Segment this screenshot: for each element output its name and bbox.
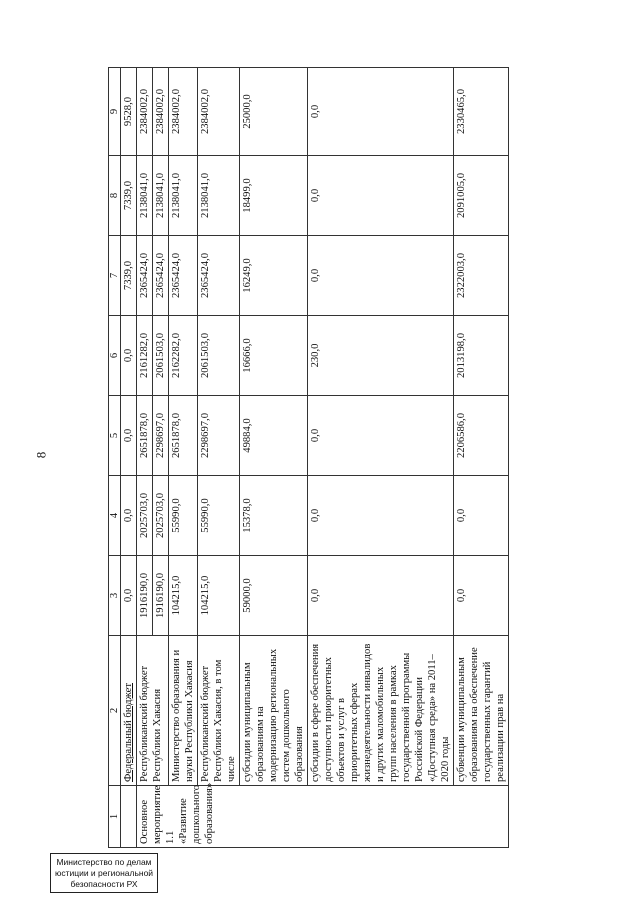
cell-value: 2322003,0 (454, 236, 509, 316)
row-label: Республиканский бюджет Республики Хакасия (137, 636, 169, 786)
cell-value: 2365424,0 (198, 236, 240, 316)
header-col-8: 8 (109, 156, 121, 236)
header-col-2: 2 (109, 636, 121, 786)
cell-value: 2651878,0 (137, 396, 153, 476)
header-col-9: 9 (109, 68, 121, 156)
cell-value: 2138041,0 (169, 156, 198, 236)
page-number: 8 (33, 451, 49, 459)
cell-value: 55990,0 (198, 476, 240, 556)
cell-value: 0,0 (121, 556, 137, 636)
cell-value: 2061503,0 (153, 316, 169, 396)
table-row (198, 68, 240, 848)
header-col-3: 3 (109, 556, 121, 636)
row-label: субсидии в сфере обеспечения доступности приоритетных объектов и услуг в приоритетных сферах жизнедеятельности инвалидов и других маломобильных групп населения в рамках государственной программы Российской Федерации «Доступная среда» на 2011–2020 годы (308, 636, 454, 786)
cell-value: 1916190,0 (137, 556, 153, 636)
cell-value: 2091005,0 (454, 156, 509, 236)
stamp-line: юстиции и региональной (54, 868, 154, 878)
cell-value: 59000,0 (240, 556, 308, 636)
cell-value: 2365424,0 (169, 236, 198, 316)
cell-value: 2025703,0 (137, 476, 153, 556)
row-label: Республиканский бюджет Республики Хакасия, в том числе (198, 636, 240, 786)
cell-value: 0,0 (308, 68, 454, 156)
section-cell: Основное мероприятие 1.1 «Развитие дошкольного образования» (137, 786, 509, 848)
cell-value: 0,0 (121, 476, 137, 556)
stamp-line: безопасности РХ (70, 879, 138, 889)
cell-value: 0,0 (454, 476, 509, 556)
cell-value: 2330465,0 (454, 68, 509, 156)
cell-value: 2061503,0 (198, 316, 240, 396)
cell-value: 0,0 (454, 556, 509, 636)
cell-value: 0,0 (308, 236, 454, 316)
cell-value: 2365424,0 (153, 236, 169, 316)
cell-value: 2384002,0 (198, 68, 240, 156)
cell-value: 2384002,0 (137, 68, 153, 156)
cell-value: 2162282,0 (169, 316, 198, 396)
cell-value: 2025703,0 (153, 476, 169, 556)
cell-value: 16249,0 (240, 236, 308, 316)
cell-value: 18499,0 (240, 156, 308, 236)
table-row (454, 68, 509, 848)
table-header-row (109, 68, 121, 848)
table-row (121, 68, 137, 848)
cell-value: 1916190,0 (153, 556, 169, 636)
table-row (169, 68, 198, 848)
cell-value: 2206586,0 (454, 396, 509, 476)
row-label: Министерство образования и науки Республики Хакасия (169, 636, 198, 786)
cell-value: 0,0 (121, 396, 137, 476)
cell-value: 15378,0 (240, 476, 308, 556)
cell-value: 7339,0 (121, 156, 137, 236)
budget-table (108, 67, 509, 848)
cell-value: 49884,0 (240, 396, 308, 476)
table-row (137, 68, 153, 848)
cell-value: 230,0 (308, 316, 454, 396)
header-col-1: 1 (109, 786, 121, 848)
budget-table-rotated (108, 68, 530, 848)
cell-value: 2365424,0 (137, 236, 153, 316)
row-label: субсидии муниципальным образованиям на модернизацию региональных систем дошкольного образования (240, 636, 308, 786)
cell-value: 2161282,0 (137, 316, 153, 396)
cell-value: 2013198,0 (454, 316, 509, 396)
cell-value: 2298697,0 (153, 396, 169, 476)
cell-value: 0,0 (308, 396, 454, 476)
header-col-6: 6 (109, 316, 121, 396)
registration-stamp (50, 853, 158, 893)
cell-value: 2138041,0 (137, 156, 153, 236)
cell-value: 2651878,0 (169, 396, 198, 476)
cell-value: 0,0 (308, 556, 454, 636)
cell-value: 0,0 (308, 476, 454, 556)
section-cell-empty (121, 786, 137, 848)
cell-value: 2384002,0 (169, 68, 198, 156)
table-row (240, 68, 308, 848)
header-col-4: 4 (109, 476, 121, 556)
header-col-5: 5 (109, 396, 121, 476)
stamp-line: Министерство по делам (56, 857, 152, 867)
cell-value: 25000,0 (240, 68, 308, 156)
row-label: субвенции муниципальным образованиям на обеспечение государственных гарантий реализации прав на (454, 636, 509, 786)
table-row (308, 68, 454, 848)
cell-value: 0,0 (308, 156, 454, 236)
cell-value: 55990,0 (169, 476, 198, 556)
cell-value: 9528,0 (121, 68, 137, 156)
cell-value: 2138041,0 (153, 156, 169, 236)
cell-value: 2138041,0 (198, 156, 240, 236)
cell-value: 2298697,0 (198, 396, 240, 476)
header-col-7: 7 (109, 236, 121, 316)
cell-value: 0,0 (121, 316, 137, 396)
cell-value: 104215,0 (198, 556, 240, 636)
cell-value: 2384002,0 (153, 68, 169, 156)
cell-value: 16666,0 (240, 316, 308, 396)
row-label: Федеральный бюджет (121, 636, 137, 786)
cell-value: 104215,0 (169, 556, 198, 636)
cell-value: 7339,0 (121, 236, 137, 316)
